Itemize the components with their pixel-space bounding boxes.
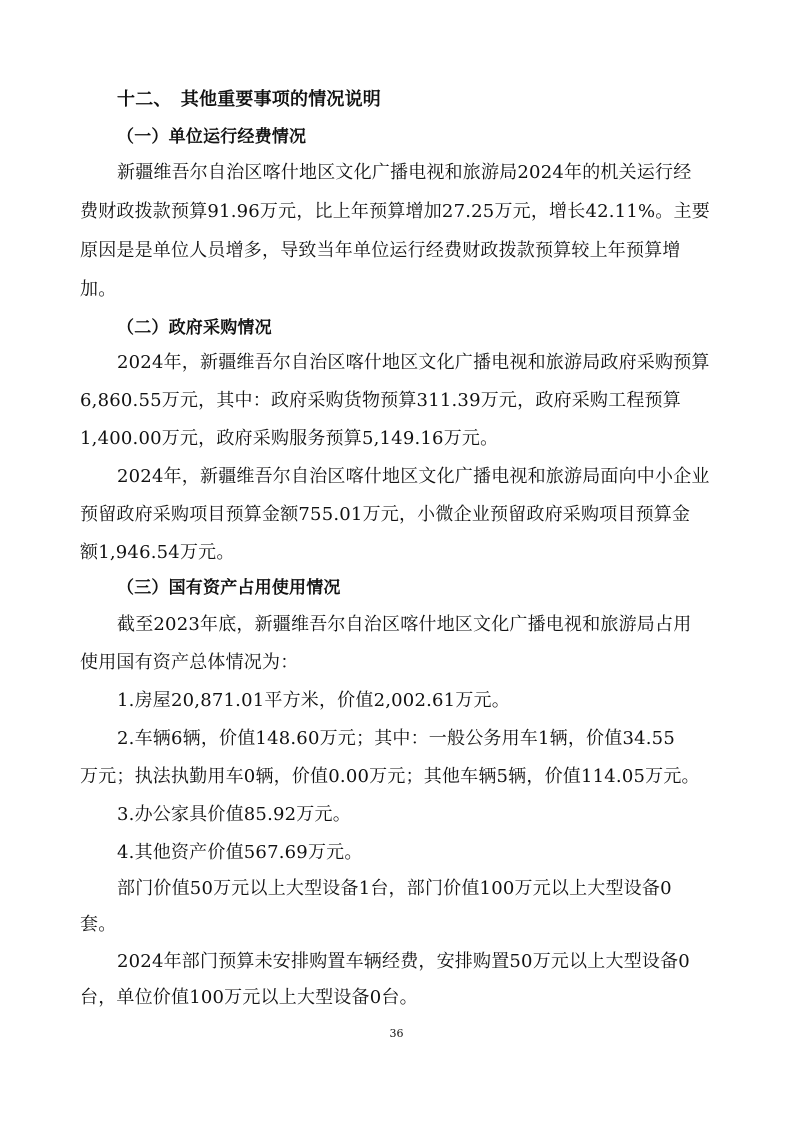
- paragraph-line: 1,400.00万元，政府采购服务预算5,149.16万元。: [80, 428, 499, 449]
- paragraph-line: 2024年部门预算未安排购置车辆经费，安排购置50万元以上大型设备0: [117, 951, 690, 972]
- paragraph-line: 预留政府采购项目预算金额755.01万元，小微企业预留政府采购项目预算金: [80, 504, 691, 525]
- page-number: 36: [389, 1027, 404, 1040]
- paragraph-line: 费财政拨款预算91.96万元，比上年预算增加27.25万元，增长42.11%。主要: [80, 201, 710, 222]
- paragraph-line: 2024年，新疆维吾尔自治区喀什地区文化广播电视和旅游局政府采购预算: [117, 352, 710, 373]
- paragraph-line: 新疆维吾尔自治区喀什地区文化广播电视和旅游局2024年的机关运行经: [117, 162, 692, 183]
- list-item-housing: 1.房屋20,871.01平方米，价值2,002.61万元。: [117, 690, 510, 711]
- paragraph-line: 使用国有资产总体情况为：: [80, 652, 299, 673]
- section-title: 十二、 其他重要事项的情况说明: [117, 89, 381, 110]
- list-item-furniture: 3.办公家具价值85.92万元。: [117, 804, 351, 825]
- list-item-vehicles-cont: 万元；执法执勤用车0辆，价值0.00万元；其他车辆5辆，价值114.05万元。: [80, 766, 700, 787]
- paragraph-line: 截至2023年底，新疆维吾尔自治区喀什地区文化广播电视和旅游局占用: [117, 614, 692, 635]
- paragraph-line: 原因是是单位人员增多，导致当年单位运行经费财政拨款预算较上年预算增: [80, 240, 681, 261]
- paragraph-line: 部门价值50万元以上大型设备1台，部门价值100万元以上大型设备0: [117, 878, 672, 899]
- paragraph-line: 额1,946.54万元。: [80, 542, 235, 563]
- heading-operating-expenses: （一）单位运行经费情况: [117, 127, 307, 147]
- paragraph-line: 2024年，新疆维吾尔自治区喀什地区文化广播电视和旅游局面向中小企业: [117, 466, 710, 487]
- paragraph-line: 套。: [80, 914, 117, 935]
- heading-state-assets: （三）国有资产占用使用情况: [117, 578, 341, 598]
- paragraph-line: 6,860.55万元，其中：政府采购货物预算311.39万元，政府采购工程预算: [80, 390, 681, 411]
- heading-government-procurement: （二）政府采购情况: [117, 318, 272, 338]
- paragraph-line: 台，单位价值100万元以上大型设备0台。: [80, 987, 418, 1008]
- list-item-other-assets: 4.其他资产价值567.69万元。: [117, 842, 363, 863]
- list-item-vehicles: 2.车辆6辆，价值148.60万元；其中：一般公务用车1辆，价值34.55: [117, 728, 675, 749]
- paragraph-line: 加。: [80, 279, 117, 300]
